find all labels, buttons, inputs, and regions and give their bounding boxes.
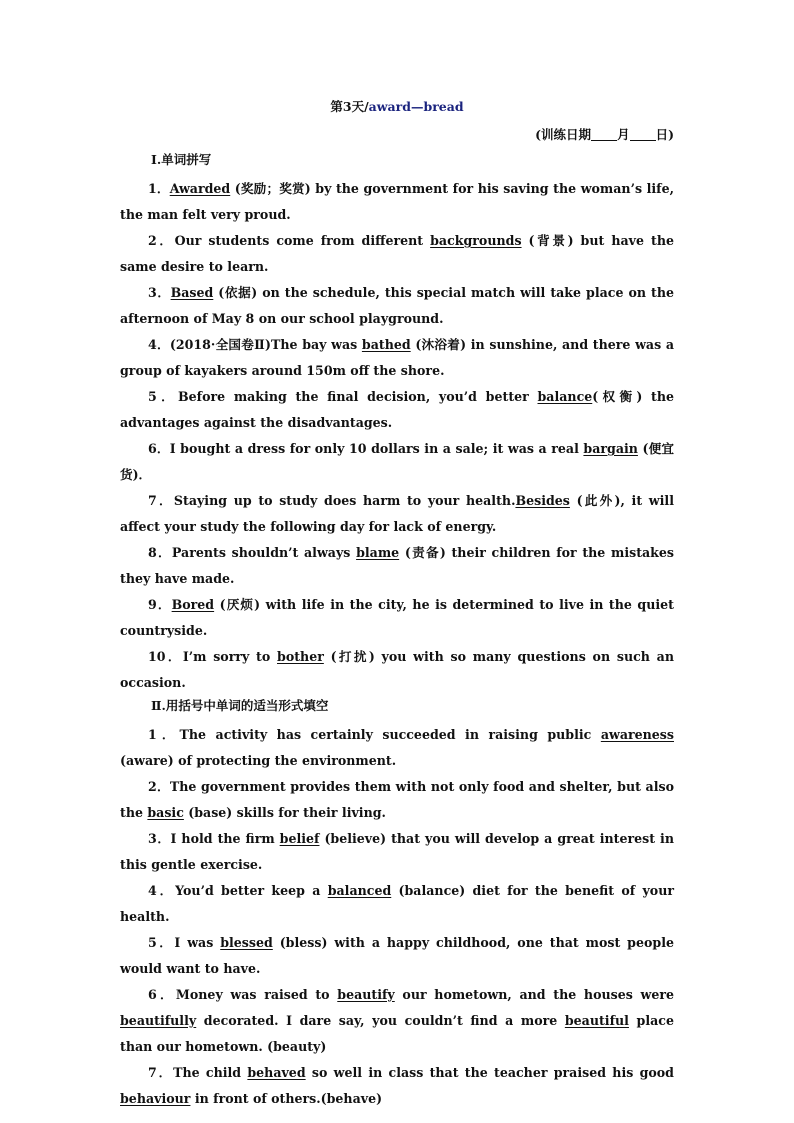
answer: bathed bbox=[361, 337, 411, 352]
list-item: 7．Staying up to study does harm to your health.Besides (此外), it will affect your study the following day for lack of energy. bbox=[120, 493, 674, 534]
list-item: 4．(2018·全国卷Ⅱ)The bay was bathed (沐浴着) in sunshine, and there was a group of kayakers around 150m off the shore. bbox=[120, 337, 674, 378]
answer: balance bbox=[537, 389, 593, 404]
list-item: 1．Awarded (奖励；奖赏) by the government for his saving the woman’s life, the man felt very proud. bbox=[120, 181, 674, 222]
month-blank[interactable] bbox=[591, 128, 617, 141]
list-item: 2．The government provides them with not only food and shelter, but also the basic (base) skills for their living. bbox=[120, 779, 674, 820]
answer: Besides bbox=[515, 493, 570, 508]
list-item: 3．Based (依据) on the schedule, this special match will take place on the afternoon of May 8 on our school playground. bbox=[120, 285, 675, 326]
worksheet-content bbox=[120, 152, 674, 1112]
section2-items bbox=[120, 722, 674, 1112]
answer: Bored bbox=[171, 597, 215, 612]
answer: balanced bbox=[327, 883, 392, 898]
day-label: 日) bbox=[655, 127, 674, 142]
answer: blame bbox=[356, 545, 400, 560]
list-item: 1．The activity has certainly succeeded in raising public awareness (aware) of protecting the environment. bbox=[120, 727, 674, 768]
page-title bbox=[0, 97, 794, 115]
answer: bother bbox=[277, 649, 324, 664]
day-blank[interactable] bbox=[630, 128, 656, 141]
training-date bbox=[535, 125, 674, 143]
list-item: 10．I’m sorry to bother (打扰) you with so many questions on such an occasion. bbox=[120, 649, 674, 690]
answer: beautiful bbox=[564, 1013, 629, 1028]
list-item: 6．Money was raised to beautify our hometown, and the houses were beautifully decorated. I dare say, you couldn’t find a more beautiful place than our hometown. (beauty) bbox=[120, 987, 674, 1054]
date-label: (训练日期 bbox=[535, 127, 592, 142]
section2-heading: Ⅱ.用括号中单词的适当形式填空 bbox=[151, 698, 329, 713]
list-item: 3．I hold the firm belief (believe) that you will develop a great interest in this gentle exercise. bbox=[120, 831, 674, 872]
answer: beautify bbox=[337, 987, 395, 1002]
answer: awareness bbox=[600, 727, 674, 742]
answer: behaved bbox=[247, 1065, 306, 1080]
title-word-range: award—bread bbox=[368, 99, 464, 114]
answer: belief bbox=[279, 831, 320, 846]
list-item: 7．The child behaved so well in class that the teacher praised his good behaviour in front of others.(behave) bbox=[120, 1065, 674, 1106]
answer: basic bbox=[147, 805, 184, 820]
list-item: 4．You’d better keep a balanced (balance) diet for the benefit of your health. bbox=[120, 883, 674, 924]
answer: Awarded bbox=[169, 181, 231, 196]
answer: bargain bbox=[583, 441, 638, 456]
section1-items bbox=[120, 176, 674, 696]
title-day: 第3天/ bbox=[330, 99, 369, 114]
list-item: 2．Our students come from different backgrounds (背景) but have the same desire to learn. bbox=[120, 233, 674, 274]
list-item: 5．I was blessed (bless) with a happy childhood, one that most people would want to have. bbox=[120, 935, 675, 976]
list-item: 9．Bored (厌烦) with life in the city, he is determined to live in the quiet countryside. bbox=[120, 597, 674, 638]
month-label: 月 bbox=[617, 127, 630, 142]
answer: beautifully bbox=[120, 1013, 197, 1028]
answer: backgrounds bbox=[430, 233, 522, 248]
answer: behaviour bbox=[120, 1091, 191, 1106]
list-item: 8．Parents shouldn’t always blame (责备) their children for the mistakes they have made. bbox=[120, 545, 675, 586]
section1-heading: Ⅰ.单词拼写 bbox=[151, 152, 212, 167]
answer: Based bbox=[170, 285, 214, 300]
list-item: 5．Before making the final decision, you’d better balance(权衡) the advantages against the disadvantages. bbox=[120, 389, 674, 430]
list-item: 6．I bought a dress for only 10 dollars in a sale; it was a real bargain (便宜货)． bbox=[120, 441, 674, 482]
answer: blessed bbox=[220, 935, 273, 950]
